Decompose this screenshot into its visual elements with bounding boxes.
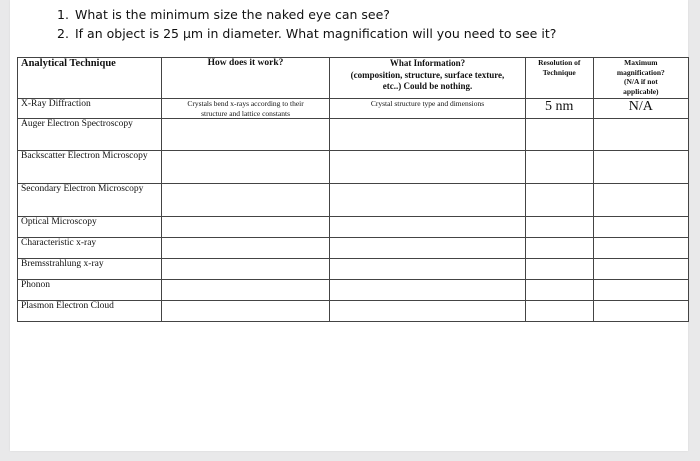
header-info-line: (composition, structure, surface texture, [350, 69, 505, 80]
header-magnification [593, 58, 688, 99]
magnification-cell[interactable] [593, 301, 688, 322]
resolution-cell[interactable] [525, 119, 593, 151]
technique-cell: Characteristic x-ray [18, 238, 162, 259]
table-row [18, 259, 689, 280]
table-row [18, 99, 689, 119]
header-magnification-line: Maximum [624, 58, 658, 67]
technique-cell: Phonon [18, 280, 162, 301]
table-row [18, 217, 689, 238]
how-cell[interactable] [161, 184, 329, 217]
table-row [18, 301, 689, 322]
technique-cell: Backscatter Electron Microscopy [18, 151, 162, 184]
how-cell[interactable] [161, 217, 329, 238]
techniques-table [17, 57, 689, 322]
resolution-cell[interactable] [525, 280, 593, 301]
magnification-cell[interactable] [593, 151, 688, 184]
resolution-cell[interactable] [525, 151, 593, 184]
info-cell[interactable] [330, 259, 526, 280]
resolution-cell[interactable] [525, 259, 593, 280]
header-magnification-line: applicable) [623, 86, 659, 96]
header-info-line: etc..) Could be nothing. [382, 81, 473, 91]
table-row [18, 184, 689, 217]
table-row [18, 151, 689, 184]
info-cell[interactable] [330, 184, 526, 217]
resolution-cell[interactable]: 5 nm [525, 99, 593, 119]
magnification-cell[interactable]: N/A [593, 99, 688, 119]
how-cell[interactable] [161, 259, 329, 280]
technique-cell: Auger Electron Spectroscopy [18, 119, 162, 151]
magnification-cell[interactable] [593, 217, 688, 238]
header-resolution-line: Resolution of [538, 58, 581, 67]
info-cell[interactable] [330, 119, 526, 151]
how-cell[interactable] [161, 280, 329, 301]
how-cell[interactable] [161, 301, 329, 322]
magnification-cell[interactable] [593, 119, 688, 151]
info-cell[interactable] [330, 238, 526, 259]
header-resolution-line: Technique [542, 67, 576, 77]
magnification-cell[interactable] [593, 238, 688, 259]
info-cell[interactable] [330, 217, 526, 238]
info-cell[interactable]: Crystal structure type and dimensions [330, 99, 526, 119]
question-text: What is the minimum size the naked eye can see? [75, 7, 390, 22]
question-2 [57, 24, 556, 43]
question-number: 2. [57, 26, 69, 41]
question-text: If an object is 25 µm in diameter. What magnification will you need to see it? [75, 26, 557, 41]
technique-cell: Plasmon Electron Cloud [18, 301, 162, 322]
header-how: How does it work? [161, 58, 329, 99]
magnification-cell[interactable] [593, 184, 688, 217]
technique-cell: X-Ray Diffraction [18, 99, 162, 119]
resolution-cell[interactable] [525, 301, 593, 322]
table-row [18, 238, 689, 259]
question-1 [57, 5, 556, 24]
question-number: 1. [57, 7, 69, 22]
magnification-cell[interactable] [593, 280, 688, 301]
header-magnification-line: magnification? [616, 67, 665, 77]
resolution-cell[interactable] [525, 217, 593, 238]
header-resolution [525, 58, 593, 99]
how-line: Crystals bend x-rays according to their [187, 99, 304, 108]
magnification-cell[interactable] [593, 259, 688, 280]
how-cell[interactable] [161, 151, 329, 184]
table-row [18, 280, 689, 301]
header-info [330, 58, 526, 99]
how-cell[interactable] [161, 238, 329, 259]
table-row [18, 119, 689, 151]
header-magnification-line: (N/A if not [623, 77, 658, 86]
info-cell[interactable] [330, 301, 526, 322]
info-cell[interactable] [330, 151, 526, 184]
table-header-row [18, 58, 689, 99]
how-line: structure and lattice constants [201, 108, 291, 118]
how-cell[interactable] [161, 119, 329, 151]
resolution-cell[interactable] [525, 238, 593, 259]
header-info-line: What Information? [389, 58, 466, 68]
header-technique: Analytical Technique [18, 58, 162, 99]
technique-cell: Bremsstrahlung x-ray [18, 259, 162, 280]
technique-cell: Secondary Electron Microscopy [18, 184, 162, 217]
question-list [57, 5, 556, 43]
resolution-cell[interactable] [525, 184, 593, 217]
technique-cell: Optical Microscopy [18, 217, 162, 238]
how-cell[interactable] [161, 99, 329, 119]
info-cell[interactable] [330, 280, 526, 301]
